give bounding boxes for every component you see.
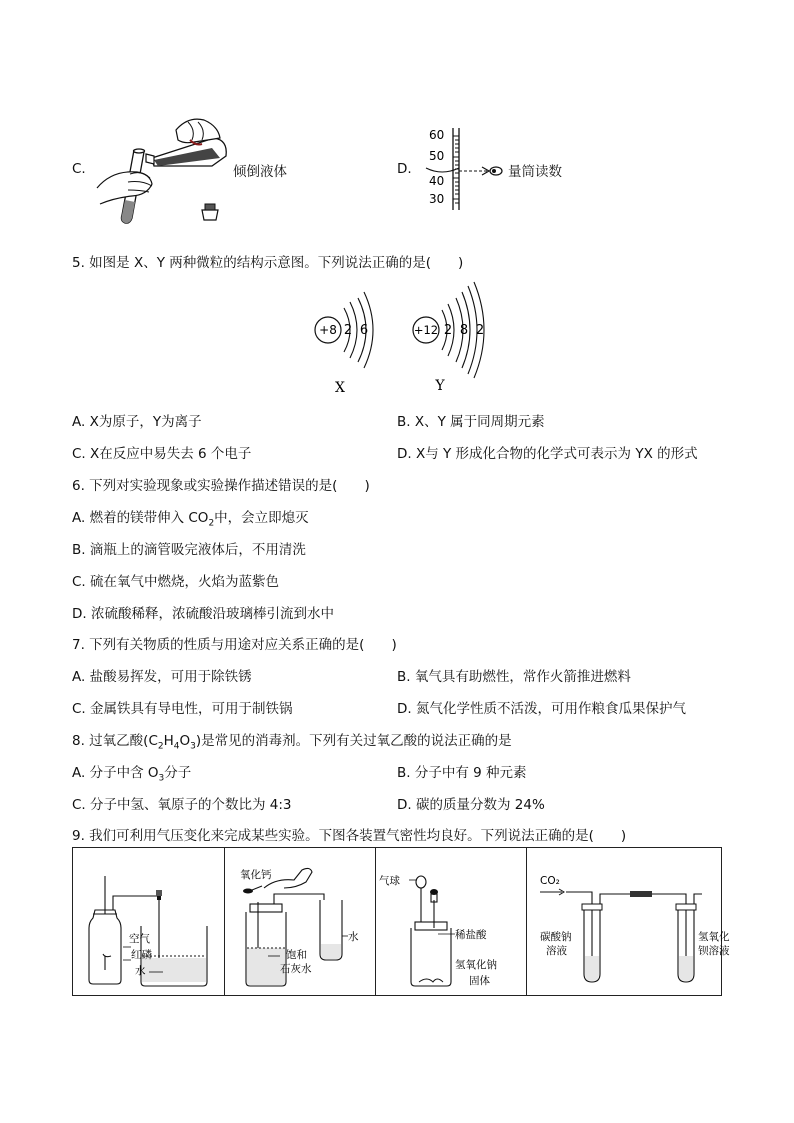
fig4-label-left-line1: 碳酸钠 [540, 931, 572, 943]
fig4-label-left-line2: 溶液 [546, 945, 567, 957]
q9-figure-panel [72, 847, 730, 996]
q5-stem: 5. 如图是 X、Y 两种微粒的结构示意图。下列说法正确的是( ) [72, 255, 464, 271]
q8-option-b: B. 分子中有 9 种元素 [397, 765, 527, 781]
cylinder-tick-40: 40 [429, 174, 445, 188]
atom-y-shell-2: 8 [459, 323, 469, 338]
atom-structure-diagram-x [308, 288, 388, 398]
q8-option-c: C. 分子中氢、氧原子的个数比为 4:3 [72, 797, 292, 813]
q8-option-a: A. 分子中含 $O_3$分子 [72, 765, 192, 784]
fig1-label-phosphorus: 红磷 [131, 949, 152, 961]
fig2-label-limewater-line1: 饱和 [286, 949, 307, 961]
cylinder-tick-30: 30 [429, 192, 445, 206]
fig2-label-water: 水 [348, 931, 359, 943]
pouring-liquid-illustration [92, 100, 232, 225]
q6-stem: 6. 下列对实验现象或实验操作描述错误的是( ) [72, 478, 370, 494]
fig3-label-acid: 稀盐酸 [455, 929, 487, 941]
q6-option-d: D. 浓硫酸稀释，浓硫酸沿玻璃棒引流到水中 [72, 606, 334, 622]
fig3-label-balloon: 气球 [379, 875, 400, 887]
atom-x-shell-2: 6 [359, 323, 369, 338]
q5-option-c: C. X在反应中易失去 6 个电子 [72, 446, 252, 462]
q5-option-a: A. X为原子，Y为离子 [72, 414, 202, 430]
q7-option-b: B. 氧气具有助燃性，常作火箭推进燃料 [397, 669, 631, 685]
cylinder-tick-60: 60 [429, 128, 445, 142]
q4-option-c-letter: C. [72, 161, 86, 177]
atom-x-label: X [335, 380, 345, 396]
q5-option-b: B. X、Y 属于同周期元素 [397, 414, 545, 430]
q4-option-d-letter: D. [397, 161, 412, 177]
apparatus-co2-solutions [526, 848, 730, 995]
apparatus-red-phosphorus [73, 848, 224, 995]
q6-option-a: A. 燃着的镁带伸入 $CO_2$中，会立即熄灭 [72, 510, 309, 529]
atom-x-shell-1: 2 [343, 323, 353, 338]
cylinder-tick-50: 50 [429, 149, 445, 163]
q7-option-c: C. 金属铁具有导电性，可用于制铁锅 [72, 701, 293, 717]
fig3-label-solid-line1: 氢氧化钠 [455, 959, 497, 971]
q8-stem: 8. 过氧乙酸$(C_2H_4O_3)$是常见的消毒剂。下列有关过氧乙酸的说法正确的是 [72, 733, 512, 752]
q4-option-c-caption: 倾倒液体 [233, 164, 287, 180]
fig3-label-solid-line2: 固体 [469, 975, 490, 987]
q9-stem: 9. 我们可利用气压变化来完成某些实验。下图各装置气密性均良好。下列说法正确的是( ) [72, 828, 627, 844]
fig4-label-right-line1: 氢氧化 [698, 931, 730, 943]
atom-y-nucleus: +12 [413, 323, 439, 337]
graduated-cylinder-illustration [424, 126, 514, 212]
q6-option-b: B. 滴瓶上的滴管吸完液体后，不用清洗 [72, 542, 306, 558]
atom-y-shell-3: 2 [475, 323, 485, 338]
fig1-label-water: 水 [135, 965, 146, 977]
fig2-label-limewater-line2: 石灰水 [280, 963, 312, 975]
q8-option-d: D. 碳的质量分数为 24% [397, 797, 545, 813]
q6-option-c: C. 硫在氧气中燃烧，火焰为蓝紫色 [72, 574, 280, 590]
apparatus-balloon-naoh [375, 848, 526, 995]
q4-option-d-caption: 量筒读数 [508, 164, 562, 180]
q7-option-a: A. 盐酸易挥发，可用于除铁锈 [72, 669, 252, 685]
fig4-label-gas: CO₂ [540, 875, 560, 887]
q7-option-d: D. 氮气化学性质不活泼，可用作粮食瓜果保护气 [397, 701, 686, 717]
fig4-label-right-line2: 钡溶液 [698, 945, 730, 957]
apparatus-calcium-oxide [224, 848, 375, 995]
fig1-label-air: 空气 [129, 933, 150, 945]
atom-x-nucleus: +8 [319, 323, 337, 337]
atom-structure-diagram-y [408, 284, 498, 396]
fig2-label-reagent: 氧化钙 [240, 869, 272, 881]
q5-option-d: D. X与 Y 形成化合物的化学式可表示为 YX 的形式 [397, 446, 698, 462]
q7-stem: 7. 下列有关物质的性质与用途对应关系正确的是( ) [72, 637, 397, 653]
atom-y-shell-1: 2 [443, 323, 453, 338]
atom-y-label: Y [435, 378, 445, 394]
